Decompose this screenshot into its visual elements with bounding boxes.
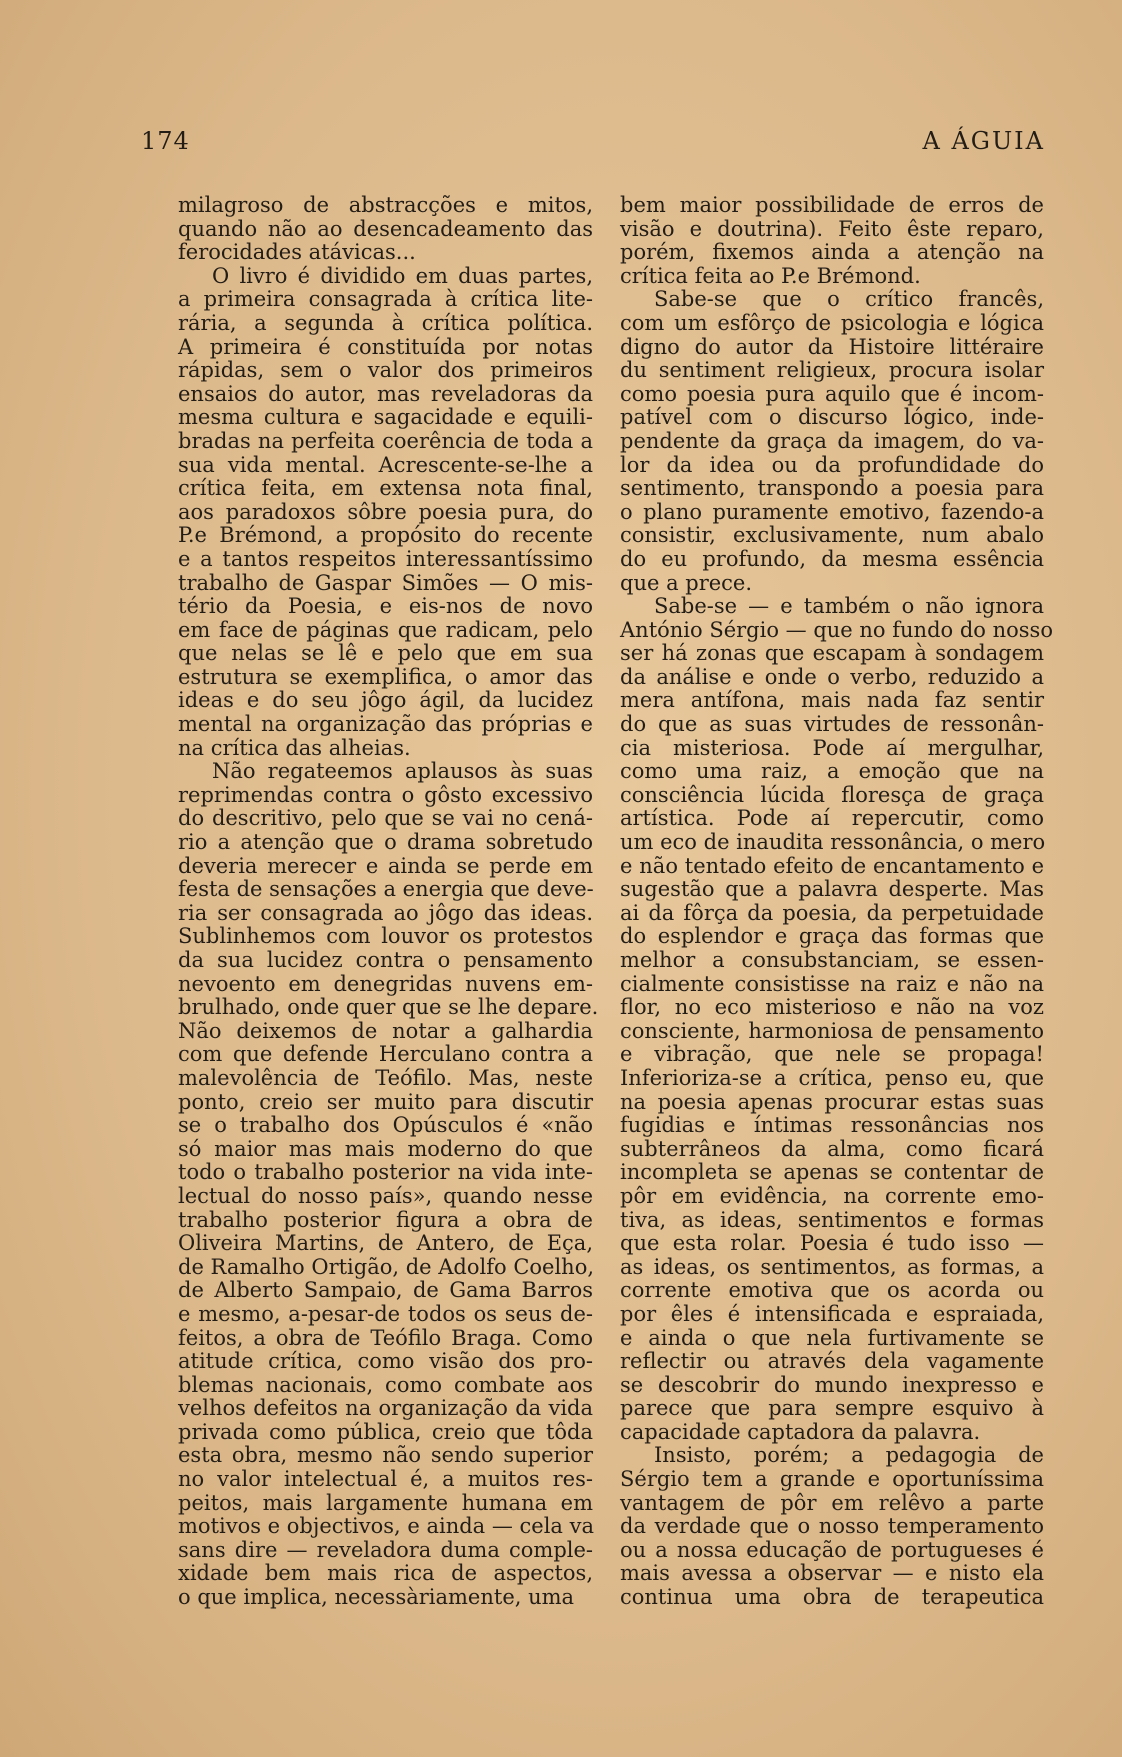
text-line: Sérgio tem a grande e oportuníssima bbox=[620, 1467, 1044, 1492]
text-line: Inferioriza-se a crítica, penso eu, que bbox=[620, 1065, 1044, 1090]
text-line: patível com o discurso lógico, inde- bbox=[620, 405, 1044, 430]
text-line: rápidas, sem o valor dos primeiros bbox=[178, 358, 593, 383]
text-line: malevolência de Teófilo. Mas, neste bbox=[178, 1065, 593, 1090]
text-line: vantagem de pôr em relêvo a parte bbox=[620, 1490, 1044, 1515]
text-line: que nelas se lê e pelo que em sua bbox=[178, 641, 593, 666]
text-line: do eu profundo, da mesma essência bbox=[620, 546, 1044, 571]
text-line: sugestão que a palavra desperte. Mas bbox=[620, 877, 1044, 902]
text-line: do que as suas virtudes de ressonân- bbox=[620, 712, 1044, 737]
text-line: na crítica das alheias. bbox=[178, 735, 411, 760]
text-line: tério da Poesia, e eis-nos de novo bbox=[178, 594, 593, 619]
text-line: sentimento, transpondo a poesia para bbox=[620, 476, 1044, 501]
text-line: capacidade captadora da palavra. bbox=[620, 1419, 981, 1444]
text-line: e vibração, que nele se propaga! bbox=[620, 1042, 1044, 1067]
text-line: um eco de inaudita ressonância, o mero bbox=[620, 830, 1046, 855]
text-line: rio a atenção que o drama sobretudo bbox=[178, 830, 593, 855]
right-text-column bbox=[620, 193, 1053, 1610]
text-line: fugidias e íntimas ressonâncias nos bbox=[620, 1113, 1044, 1138]
text-line: lor da idea ou da profundidade do bbox=[620, 452, 1044, 477]
text-line: e não tentado efeito de encantamento e bbox=[620, 853, 1044, 878]
text-line: ensaios do autor, mas reveladoras da bbox=[178, 381, 593, 406]
text-line: de Alberto Sampaio, de Gama Barros bbox=[178, 1278, 593, 1303]
text-line: Sabe-se que o crítico francês, bbox=[654, 287, 1044, 312]
text-line: ponto, creio ser muito para discutir bbox=[178, 1089, 593, 1114]
text-line: se descobrir do mundo inexpresso e bbox=[620, 1372, 1044, 1397]
text-line: que a prece. bbox=[620, 570, 753, 595]
text-line: artística. Pode aí repercutir, como bbox=[620, 806, 1044, 831]
text-line: consistir, exclusivamente, num abalo bbox=[620, 523, 1044, 548]
text-line: no valor intelectual é, a muitos res- bbox=[178, 1467, 593, 1492]
text-line: crítica feita ao P.e Brémond. bbox=[620, 263, 921, 288]
text-line: da sua lucidez contra o pensamento bbox=[178, 948, 593, 972]
text-line: ferocidades atávicas... bbox=[178, 240, 416, 265]
text-line: continua uma obra de terapeutica bbox=[620, 1585, 1044, 1610]
text-line: du sentiment religieux, procura isolar bbox=[620, 358, 1044, 383]
text-line: O livro é dividido em duas partes, bbox=[212, 263, 593, 288]
text-line: bradas na perfeita coerência de toda a bbox=[178, 428, 593, 453]
text-line: Não regateemos aplausos às suas bbox=[212, 759, 593, 784]
text-line: mais avessa a observar — e nisto ela bbox=[620, 1561, 1044, 1586]
text-line: e ainda o que nela furtivamente se bbox=[620, 1325, 1044, 1350]
text-line: e mesmo, a-pesar-de todos os seus de- bbox=[178, 1301, 593, 1326]
text-line: trabalho de Gaspar Simões — O mis- bbox=[178, 570, 593, 595]
text-line: A primeira é constituída por notas bbox=[178, 334, 593, 359]
text-line: milagroso de abstracções e mitos, bbox=[178, 193, 593, 217]
text-line: bem maior possibilidade de erros de bbox=[620, 193, 1044, 217]
text-line: como poesia pura aquilo que é incom- bbox=[620, 381, 1044, 406]
text-line: motivos e objectivos, e ainda — cela va bbox=[178, 1514, 595, 1539]
text-line: António Sérgio — que no fundo do nosso bbox=[620, 617, 1053, 642]
text-line: xidade bem mais rica de aspectos, bbox=[178, 1561, 593, 1586]
text-line: mesma cultura e sagacidade e equili- bbox=[178, 405, 593, 430]
text-line: na poesia apenas procurar estas suas bbox=[620, 1089, 1044, 1114]
text-line: ideas e do seu jôgo ágil, da lucidez bbox=[178, 688, 593, 713]
text-line: mental na organização das próprias e bbox=[178, 712, 593, 737]
text-line: cia misteriosa. Pode aí mergulhar, bbox=[620, 735, 1044, 760]
text-line: que esta rolar. Poesia é tudo isso — bbox=[620, 1231, 1044, 1256]
text-line: blemas nacionais, como combate aos bbox=[178, 1372, 593, 1397]
text-line: brulhado, onde quer que se lhe depare. bbox=[178, 995, 599, 1020]
text-line: por êles é intensificada e espraiada, bbox=[620, 1301, 1044, 1326]
text-line: melhor a consubstanciam, se essen- bbox=[620, 948, 1044, 972]
text-line: feitos, a obra de Teófilo Braga. Como bbox=[178, 1325, 593, 1350]
text-line: crítica feita, em extensa nota final, bbox=[178, 476, 593, 501]
text-line: ser há zonas que escapam à sondagem bbox=[620, 641, 1044, 666]
text-line: subterrâneos da alma, como ficará bbox=[620, 1136, 1044, 1161]
text-line: corrente emotiva que os acorda ou bbox=[620, 1278, 1044, 1303]
text-line: festa de sensações a energia que deve- bbox=[178, 877, 594, 902]
text-line: sua vida mental. Acrescente-se-lhe a bbox=[178, 452, 593, 477]
text-line: aos paradoxos sôbre poesia pura, do bbox=[178, 499, 593, 524]
text-line: Oliveira Martins, de Antero, de Eça, bbox=[178, 1231, 593, 1256]
text-line: em face de páginas que radicam, pelo bbox=[178, 617, 593, 642]
text-line: Insisto, porém; a pedagogia de bbox=[654, 1443, 1044, 1468]
text-line: parece que para sempre esquivo à bbox=[620, 1396, 1044, 1421]
text-line: com que defende Herculano contra a bbox=[178, 1042, 593, 1067]
text-line: Sabe-se — e também o não ignora bbox=[654, 594, 1044, 619]
text-line: quando não ao desencadeamento das bbox=[178, 216, 593, 241]
text-line: todo o trabalho posterior na vida inte- bbox=[178, 1160, 593, 1185]
text-line: cialmente consistisse na raiz e não na bbox=[620, 971, 1044, 996]
text-line: ria ser consagrada ao jôgo das ideas. bbox=[178, 900, 593, 925]
text-line: tiva, as ideas, sentimentos e formas bbox=[620, 1207, 1044, 1232]
text-line: o plano puramente emotivo, fazendo-a bbox=[620, 499, 1044, 524]
text-line: deveria merecer e ainda se perde em bbox=[178, 853, 593, 878]
left-text-column bbox=[178, 193, 599, 1610]
text-line: e a tantos respeitos interessantíssimo bbox=[178, 546, 593, 571]
text-line: incompleta se apenas se contentar de bbox=[620, 1160, 1044, 1185]
text-line: flor, no eco misterioso e não na voz bbox=[620, 995, 1044, 1020]
text-line: de Ramalho Ortigão, de Adolfo Coelho, bbox=[178, 1254, 595, 1279]
text-line: reprimendas contra o gôsto excessivo bbox=[178, 782, 593, 807]
text-line: P.e Brémond, a propósito do recente bbox=[178, 523, 593, 548]
text-line: Sublinhemos com louvor os protestos bbox=[178, 924, 593, 949]
text-line: com um esfôrço de psicologia e lógica bbox=[620, 310, 1044, 335]
text-line: as ideas, os sentimentos, as formas, a bbox=[620, 1254, 1044, 1279]
text-line: como uma raiz, a emoção que na bbox=[620, 759, 1044, 784]
text-line: só maior mas mais moderno do que bbox=[178, 1136, 593, 1161]
text-line: Não deixemos de notar a galhardia bbox=[178, 1018, 593, 1043]
running-title: A ÁGUIA bbox=[922, 127, 1045, 155]
text-line: atitude crítica, como visão dos pro- bbox=[178, 1349, 593, 1374]
text-line: consciente, harmoniosa de pensamento bbox=[620, 1018, 1044, 1043]
text-line: sans dire — reveladora duma comple- bbox=[178, 1537, 593, 1562]
text-line: ai da fôrça da poesia, da perpetuidade bbox=[620, 900, 1044, 925]
text-line: o que implica, necessàriamente, uma bbox=[178, 1585, 575, 1610]
text-line: reflectir ou através dela vagamente bbox=[620, 1349, 1044, 1374]
text-line: mera antífona, mais nada faz sentir bbox=[620, 688, 1044, 713]
text-line: porém, fixemos ainda a atenção na bbox=[620, 240, 1044, 265]
text-line: nevoento em denegridas nuvens em- bbox=[178, 971, 593, 996]
page-number: 174 bbox=[141, 127, 190, 155]
text-line: ou a nossa educação de portugueses é bbox=[620, 1537, 1044, 1562]
text-line: digno do autor da Histoire littéraire bbox=[620, 334, 1044, 359]
text-line: privada como pública, creio que tôda bbox=[178, 1419, 593, 1444]
text-line: consciência lúcida floresça de graça bbox=[620, 782, 1044, 807]
text-line: se o trabalho dos Opúsculos é «não bbox=[178, 1113, 593, 1138]
text-line: a primeira consagrada à crítica lite- bbox=[178, 287, 593, 312]
text-line: pôr em evidência, na corrente emo- bbox=[620, 1183, 1044, 1208]
text-line: do esplendor e graça das formas que bbox=[620, 924, 1044, 949]
text-line: visão e doutrina). Feito êste reparo, bbox=[620, 216, 1044, 241]
text-line: peitos, mais largamente humana em bbox=[178, 1490, 593, 1515]
text-line: da análise e onde o verbo, reduzido a bbox=[620, 664, 1044, 689]
text-line: esta obra, mesmo não sendo superior bbox=[178, 1443, 593, 1468]
text-line: velhos defeitos na organização da vida bbox=[178, 1396, 593, 1421]
text-line: rária, a segunda à crítica política. bbox=[178, 310, 593, 335]
text-line: estrutura se exemplifica, o amor das bbox=[178, 664, 593, 689]
text-line: pendente da graça da imagem, do va- bbox=[620, 428, 1044, 453]
text-line: do descritivo, pelo que se vai no cená- bbox=[178, 806, 593, 831]
text-line: trabalho posterior figura a obra de bbox=[178, 1207, 593, 1232]
text-line: da verdade que o nosso temperamento bbox=[620, 1514, 1044, 1539]
text-line: lectual do nosso país», quando nesse bbox=[178, 1183, 593, 1208]
